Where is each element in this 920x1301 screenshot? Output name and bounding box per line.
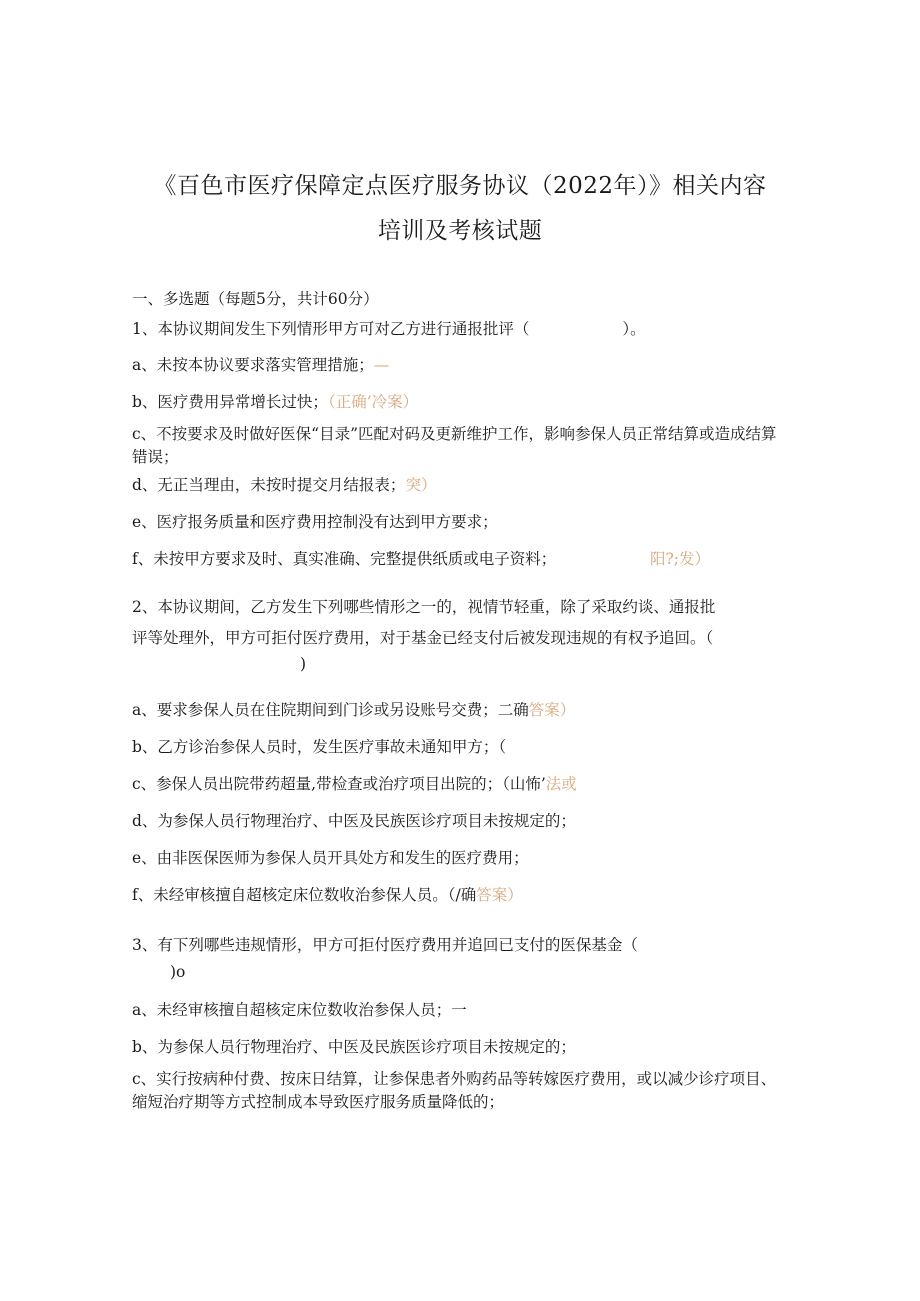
option-text: f、未经审核擅自超核定床位数收治参保人员。（/确 [132, 886, 477, 904]
question-3-stem-line-2: )o [170, 963, 186, 981]
question-2-option-c [132, 772, 577, 794]
answer-mark: 突） [405, 476, 437, 494]
question-2-option-f [132, 883, 523, 905]
answer-mark: 答案） [476, 886, 523, 904]
option-text: b、医疗费用异常增长过快； [132, 393, 328, 411]
question-2-stem-line-2: 评等处理外，甲方可拒付医疗费用，对于基金已经支付后被发现违规的有权予追回。（ [132, 629, 714, 647]
question-3-stem-line-1: 3、有下列哪些违规情形，甲方可拒付医疗费用并追回已支付的医保基金（ [132, 936, 638, 954]
question-3-option-c: c、实行按病种付费、按床日结算，让参保患者外购药品等转嫁医疗费用，或以减少诊疗项目、缩短治疗期等方式控制成本导致医疗服务质量降低的； [132, 1070, 777, 1111]
question-2-option-b: b、乙方诊治参保人员时，发生医疗事故未通知甲方；（ [132, 738, 507, 756]
answer-mark: 法或 [545, 775, 577, 793]
question-1-option-f-answer-mark: 阳?;发） [650, 550, 711, 568]
question-2-option-a [132, 698, 575, 720]
answer-mark: （正确’冷案） [327, 393, 419, 411]
question-1-option-e: e、医疗报务质量和医疗费用控制没有达到甲方要求； [132, 513, 498, 531]
option-text: d、无正当理由，未按时提交月结报表； [132, 476, 406, 494]
question-2-option-e: e、由非医保医师为参保人员开具处方和发生的医疗费用； [132, 849, 529, 867]
answer-mark: — [373, 356, 390, 374]
question-1-option-b [132, 390, 418, 412]
option-text: c、参保人员出院带药超量,带检查或治疗项目出院的；（山怖’ [132, 775, 546, 793]
option-text: a、未按本协议要求落实管理措施； [132, 356, 374, 374]
question-2-option-d: d、为参保人员行物理治疗、中医及民族医诊疗项目未按规定的； [132, 812, 576, 830]
document-title-line-2: 培训及考核试题 [377, 218, 543, 244]
document-title-line-1: 《百色市医疗保障定点医疗服务协议（2022年）》相关内容 [153, 173, 767, 199]
question-1-option-c: c、不按要求及时做好医保“目录”匹配对码及更新维护工作，影响参保人员正常结算或造成结算错误； [132, 425, 777, 466]
question-1-option-d [132, 473, 436, 495]
section-heading: 一、多选题（每题5分，共计60分） [132, 290, 379, 308]
question-1-option-a [132, 353, 389, 375]
question-2-stem-line-3: ) [300, 655, 307, 673]
question-1-option-f: f、未按甲方要求及时、真实准确、完整提供纸质或电子资料； [132, 550, 557, 568]
answer-mark: 答案） [528, 701, 576, 719]
question-1-stem: 1、本协议期间发生下列情形甲方可对乙方进行通报批评（ ）。 [132, 320, 646, 338]
question-3-option-a: a、未经审核擅自超核定床位数收治参保人员；一 [132, 1001, 467, 1019]
option-text: a、要求参保人员在住院期间到门诊或另设账号交费；二确 [132, 701, 529, 719]
question-2-stem-line-1: 2、本协议期间，乙方发生下列哪些情形之一的，视情节轻重，除了采取约谈、通报批 [132, 598, 716, 616]
question-3-option-b: b、为参保人员行物理治疗、中医及民族医诊疗项目未按规定的； [132, 1038, 576, 1056]
